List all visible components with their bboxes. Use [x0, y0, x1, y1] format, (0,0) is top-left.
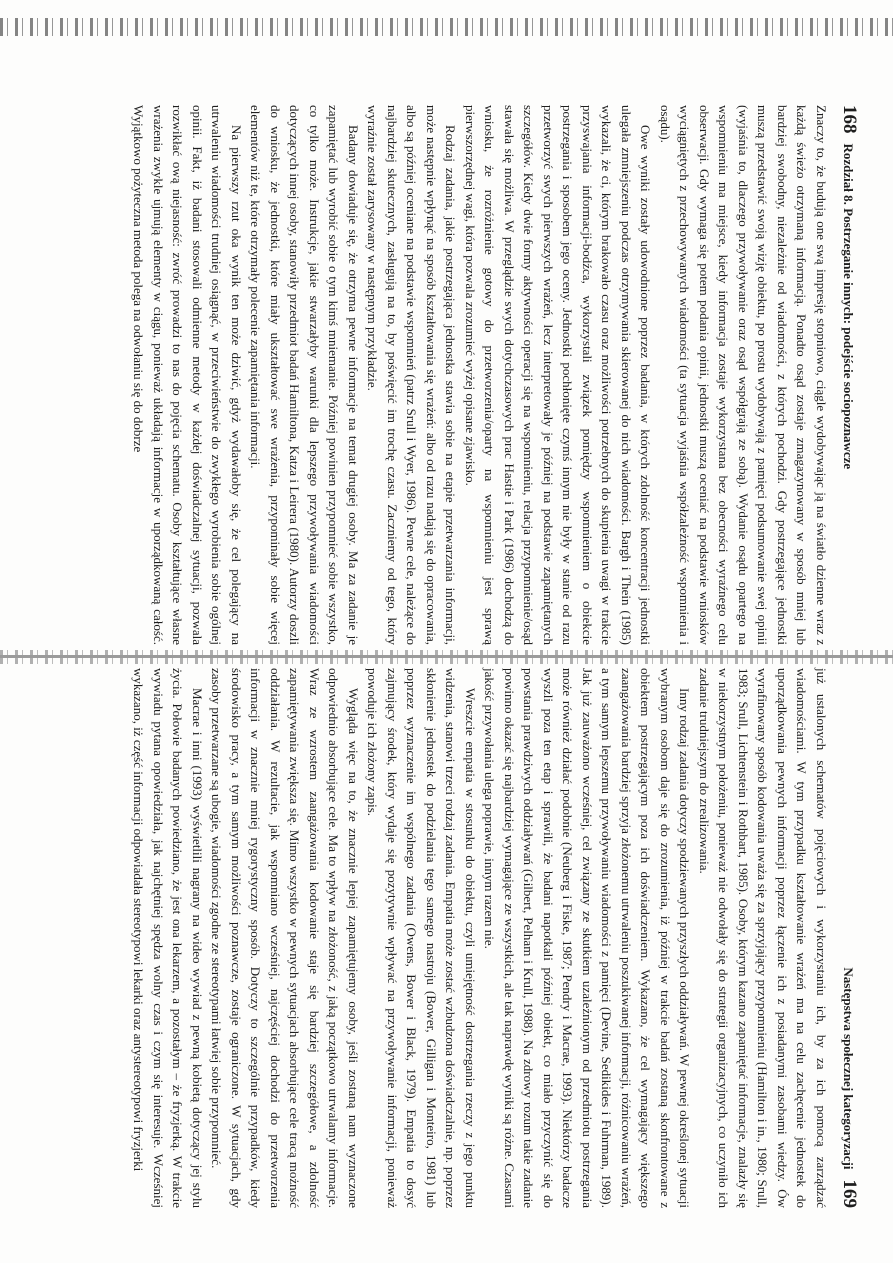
running-head: [831, 668, 860, 1208]
page-body: [129, 668, 831, 1208]
chapter-header: Rozdział 8. Postrzeganie innych: podejście sociopoznawcze: [841, 143, 856, 470]
paragraph: Macrae i inni (1993) wyświetlili nagrany na wideo wywiad z pewną kobietą dotyczący jej stylu życia. Połowie badanych powiedziano, że jest ona lekarzem, a pozostałym – że fryzjerką. W trakcie wywiadu pytana opowiedziała, jak najchętniej spędza wolny czas i czym się interesuje. Wcześniej wykazano, iż część informacji odpowiadała stereotypowi lekarki oraz antystereotypowi fryzjerki: [131, 668, 205, 1208]
paragraph: Znaczy to, że budują one swą impresję stopniowo, ciągle wydobywając ją na światło dzienne wraz z każdą świeżo otrzymaną informacją. Ponadto osąd zostaje zmagazynowany w sposób mniej lub bardziej swobodny, niezależnie od wiadomości, z których pochodzi. Gdy postrzegające jednostki muszą przedstawić swoją wizję obiektu, po prostu wydobywają z pamięci podsumowanie swej opinii (wyjaśnia to, dlaczego przywoływanie oraz osąd współgrają ze sobą). Wydanie osądu opartego na wspomnieniu ma miejsce, kiedy informacja zostaje wykorzystana bez obecności wyraźnego celu obserwacji. Gdy wymaga się potem podania opinii, jednostki muszą oceniać na podstawie wniosków wyciągniętych z przechowywanych wiadomości (ta sytuacja wyjaśnia współzależność wspomnienia i osądu).: [658, 105, 829, 645]
paragraph: Badany dowiaduje się, że otrzyma pewne informacje na temat drugiej osoby. Ma za zadanie je zapamiętać lub wyrobić sobie o tym kimś mniemanie. Później powinien przypomnieć sobie wszystko, co tylko może. Instrukcje, jakie stwarzałyby warunki dla lepszego przywoływania wiadomości dotyczących innej osoby, stanowiły przedmiot badań Hamiltona, Katza i Leirera (1980). Autorzy doszli do wniosku, że jednostki, które miały ukształtować swe wrażenia, przypominały sobie więcej elementów niż te, które otrzymały polecenie zapamiętania informacji.: [248, 105, 361, 645]
page-number: 169: [839, 1179, 860, 1208]
running-head: [831, 105, 860, 645]
paragraph: Na pierwszy rzut oka wynik ten może dziwić, gdyż wydawałoby się, że cel polegający na utrwaleniu wiadomości trudniej osiągnąć, w przeciwieństwie do zwykłego wyrobienia sobie ogólnej opinii. Fakt, iż badani stosowali odmienne metody w każdej doświadczalnej sytuacji, pozwala rozwikłać ową niejasność: zwróć prowadzi to nas do pojęcia schematu. Osoby kształtujące własne wrażenia zwykle ujmują elementy w ciągu, ponieważ układają informacje w uporządkowaną całość. Wyjątkowo pożyteczna metoda polega na odwołaniu się do dobrze: [131, 105, 244, 645]
scan-edge-noise-top: [0, 18, 893, 36]
paragraph: Inny rodzaj zadania dotyczy spodziewanych przyszłych oddziaływań. W pewnej określonej sytuacji wybranym osobom daje się do zrozumienia, iż później w trakcie badań zostaną skonfrontowane z obiektem postrzegającym poza ich doświadczeniem. Wykazano, że cel wymagający większego zaangażowania bardziej sprzyja złożonemu utrwaleniu poszukiwanej informacji, różnicowaniu wrażeń, a tym samym lepszemu przywoływaniu wiadomości z pamięci (Devine, Sedikides i Fuhrman, 1989). Jak już zauważono wcześniej, cel związany ze skutkiem uzależnionym od przedmiotu postrzegania może również działać podobnie (Neuberg i Fiske, 1987; Pendry i Macrae, 1993). Niektórzy badacze wyszli poza ten etap i sprawili, że badani napotkali później obiekt, co miało przyczynić się do powstania prawdziwych oddziaływań (Gilbert, Pelham i Krull, 1988). Na zdrowy rozum takie zadanie powinno okazać się najbardziej wymagające ze wszystkich, ale tak naprawdę wyniki są różne. Czasami jakość przywołania ulega poprawie, innym razem nie.: [482, 668, 693, 1208]
page-body: [129, 105, 831, 645]
paragraph: Owe wyniki zostały udowodnione poprzez badania, w których zdolność koncentracji jednostki ulegała zmniejszeniu podczas otrzymywania skierowanej do nich wiadomości. Bargh i Thein (1985) wykazali, że ci, którym brakowało czasu oraz możliwości potrzebnych do skupienia uwagi w trakcie przyswajania informacji-bodźca, wykorzystali związek pomiędzy wspomnieniem o obiekcie postrzegania i sposobem jego oceny. Jednostki pochłonięte czymś innym nie były w stanie od razu przetworzyć swych pierwszych wrażeń, lecz interpretowały je później na podstawie zapamiętanych szczegółów. Kiedy dwie formy aktywności operacji się na wspomnieniu, relacja przypomnienie/osąd stawała się możliwa. W przeglądzie swych dotychczasowych prac Hastie i Park (1986) dochodzą do wniosku, że rozróżnienie gotowy do przetworzenia/oparty na wspomnieniu jest sprawą pierwszorzędnej wagi, która pozwala zrozumieć wyżej opisane zjawisko.: [463, 105, 654, 645]
page-169: [80, 668, 860, 1208]
page-168: [80, 105, 860, 645]
paragraph: Rodzaj zadania, jakie postrzegająca jednostka stawia sobie na etapie przetwarzania informacji, może następnie wpłynąć na sposób kształtowania się wrażeń: albo od razu nadają się do opracowania, albo są później oceniane na podstawie wspomnień (patrz Srull i Wyer, 1986). Pewne cele, należące do najbardziej skutecznych, zasługują na to, by poświęcić im trochę czasu. Zaczniemy od tego, który wyraźnie został zarysowany w następnym przykładzie.: [365, 105, 459, 645]
paragraph: już ustalonych schematów pojęciowych i wykorzystaniu ich, by za ich pomocą zarządzać wiadomościami. W tym przypadku kształtowanie wrażeń ma na celu zachęcenie jednostek do uporządkowania pewnych informacji poprzez łączenie ich z posiadanymi zasobami wiedzy. Ów wyrafinowany sposób kodowania uważa się za sprzyjający przypomnieniu (Hamilton i in., 1980; Srull, 1983; Srull, Lichtenstein i Rothbart, 1985). Osoby, którym kazano zapamiętać informacje, znalazły się w niekorzystnym położeniu, ponieważ nie odwołały się do strategii organizacyjnych, co uczyniło ich zadanie trudniejszym do zrealizowania.: [697, 668, 829, 1208]
paragraph: Wreszcie empatia w stosunku do obiektu, czyli umiejętność dostrzegania rzeczy z jego punktu widzenia, stanowi trzeci rodzaj zadania. Empatia może zostać wzbudzona doświadczalnie, np. poprzez skłonienie jednostek do podzielania tego samego nastroju (Bower, Gilligan i Monteiro, 1981) lub poprzez wyznaczenie im wspólnego zadania (Owens, Bower i Black, 1979). Empatia to dosyć zajmujący środek, który wydaje się pozytywnie wpływać na przywoływanie informacji, ponieważ powoduje ich złożony zapis.: [365, 668, 478, 1208]
section-header: Następstwa społecznej kategoryzacji: [841, 967, 856, 1170]
paragraph: Wygląda więc na to, że znacznie lepiej zapamiętujemy osoby, jeśli zostaną nam wyznaczone odpowiednio absorbujące cele. Ma to wpływ na złożoność, z jaką początkowo utrwalamy informacje. Wraz ze wzrostem zaangażowania kodowanie staje się bardziej szczegółowe, a zdolność zapamiętywania zwiększa się. Mimo wszystko w pewnych sytuacjach absorbujące cele tracą możność oddziałania. W rezultacie, jak wspomniano wcześniej, najczęściej dochodzi do przetworzenia informacji w znacznie mniej rygorystyczny sposób. Dotyczy to szczególnie przypadków, kiedy środowisko pracy, a tym samym możliwości poznawcze, zostaje ograniczone. W sytuacjach, gdy zasoby przetwarzane są ubogie, wiadomości zgodne ze stereotypami łatwiej sobie przypomnieć.: [209, 668, 361, 1208]
page-number: 168: [839, 105, 860, 134]
page-fold-line: [0, 655, 893, 658]
